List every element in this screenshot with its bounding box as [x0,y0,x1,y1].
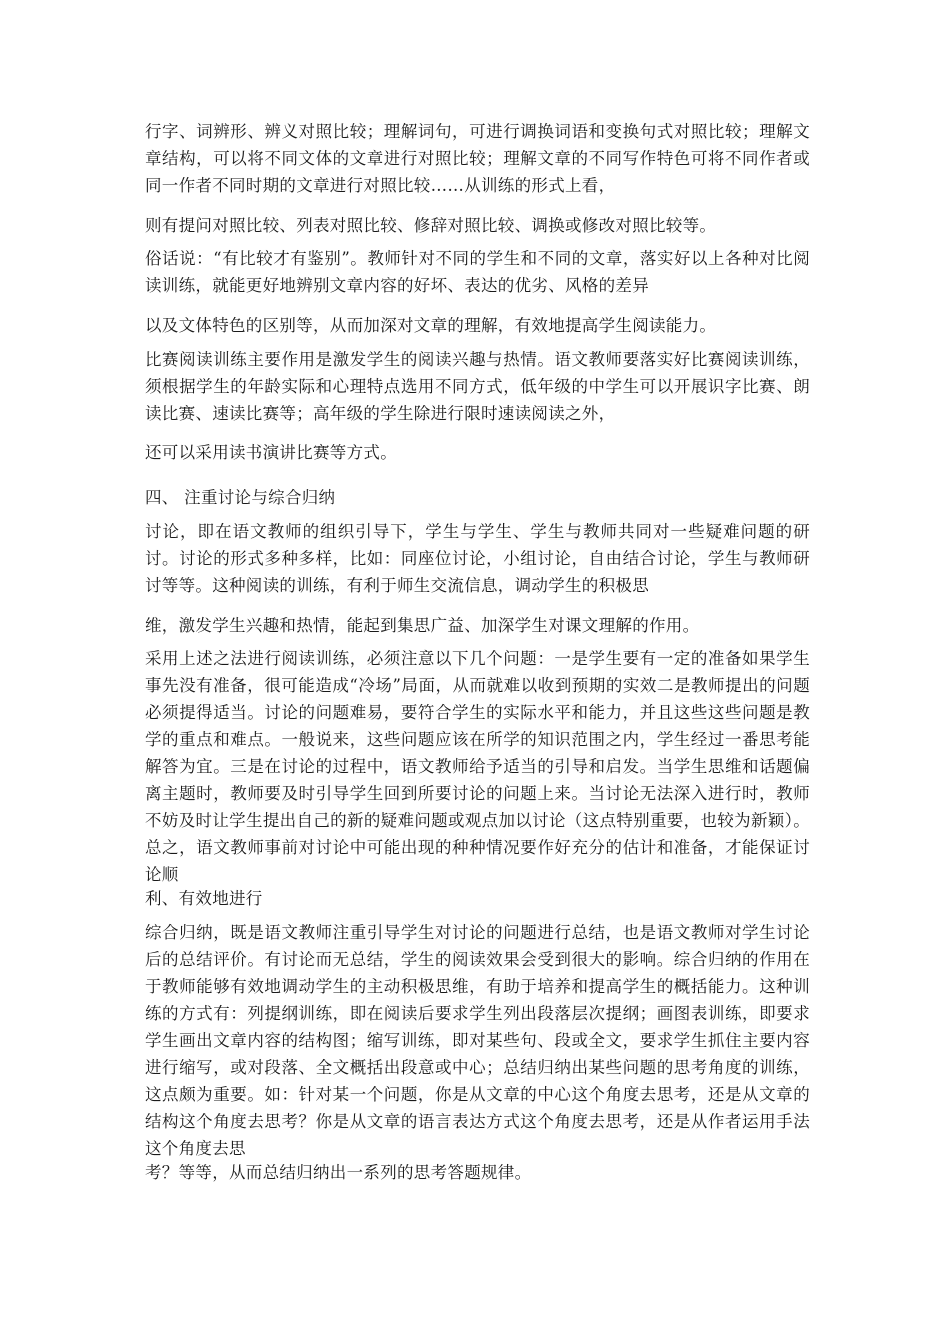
paragraph-discussion [145,518,810,599]
paragraph-text: 俗话说：“有比较才有鉴别”。教师针对不同的学生和不同的文章，落实好以上各种对比阅读训练，就能更好地辨别文章内容的好坏、表达的优劣、风格的差异 [145,249,810,295]
paragraph-text: 考？等等，从而总结归纳出一系列的思考答题规律。 [145,1163,532,1182]
paragraph-proverb-last-line [145,312,810,339]
paragraph-discussion-last-line [145,612,810,639]
paragraph-text: 利、有效地进行 [145,889,263,908]
paragraph-text: 则有提问对照比较、列表对照比较、修辞对照比较、调换或修改对照比较等。 [145,216,717,235]
paragraph-discussion-method-last-line [145,885,810,912]
paragraph-text: 维，激发学生兴趣和热情，能起到集思广益、加深学生对课文理解的作用。 [145,616,700,635]
paragraph-summary-last-line [145,1159,810,1186]
paragraph-competition-reading [145,346,810,427]
paragraph-text: 以及文体特色的区别等，从而加深对文章的理解，有效地提高学生阅读能力。 [145,316,717,335]
paragraph-text: 比赛阅读训练主要作用是激发学生的阅读兴趣与热情。语文教师要落实好比赛阅读训练，须根据学生的年龄实际和心理特点选用不同方式，低年级的中学生可以开展识字比赛、朗读比赛、速读比赛等；高年级的学生除进行限时速读阅读之外， [145,350,810,423]
paragraph-text: 综合归纳，既是语文教师注重引导学生对讨论的问题进行总结，也是语文教师对学生讨论后的总结评价。有讨论而无总结，学生的阅读效果会受到很大的影响。综合归纳的作用在于教师能够有效地调动学生的主动积极思维，有助于培养和提高学生的概括能力。这种训练的方式有：列提纲训练，即在阅读后要求学生列出段落层次提纲；画图表训练，即要求学生画出文章内容的结构图；缩写训练，即对某些句、段或全文，要求学生抓住主要内容进行缩写，或对段落、全文概括出段意或中心；总结归纳出某些问题的思考角度的训练，这点颇为重要。如：针对某一个问题，你是从文章的中心这个角度去思考，还是从文章的结构这个角度去思考？你是从文章的语言表达方式这个角度去思考，还是从作者运用手法这个角度去思 [145,923,810,1158]
section-heading-text: 四、 注重讨论与综合归纳 [145,488,336,507]
paragraph-discussion-method [145,645,810,888]
paragraph-text: 还可以采用读书演讲比赛等方式。 [145,443,397,462]
paragraph-contrast-reading-last-line [145,212,810,239]
paragraph-text: 讨论，即在语文教师的组织引导下，学生与学生、学生与教师共同对一些疑难问题的研讨。讨论的形式多种多样，比如：同座位讨论，小组讨论，自由结合讨论，学生与教师研讨等等。这种阅读的训练，有利于师生交流信息，调动学生的积极思 [145,522,810,595]
paragraph-proverb [145,245,810,299]
paragraph-competition-reading-last-line [145,439,810,466]
paragraph-contrast-reading [145,118,810,199]
paragraph-text: 采用上述之法进行阅读训练，必须注意以下几个问题：一是学生要有一定的准备如果学生事先没有准备，很可能造成“冷场”局面，从而就难以收到预期的实效二是教师提出的问题必须提得适当。讨论的问题难易，要符合学生的实际水平和能力，并且这些这些问题是教学的重点和难点。一般说来，这些问题应该在所学的知识范围之内，学生经过一番思考能解答为宜。三是在讨论的过程中，语文教师给予适当的引导和启发。当学生思维和话题偏离主题时，教师要及时引导学生回到所要讨论的问题上来。当讨论无法深入进行时，教师不妨及时让学生提出自己的新的疑难问题或观点加以讨论（这点特别重要，也较为新颖）。总之，语文教师事前对讨论中可能出现的种种情况要作好充分的估计和准备，才能保证讨论顺 [145,649,810,884]
section-heading [145,484,810,511]
paragraph-summary [145,919,810,1162]
paragraph-text: 行字、词辨形、辨义对照比较；理解词句，可进行调换词语和变换句式对照比较；理解文章结构，可以将不同文体的文章进行对照比较；理解文章的不同写作特色可将不同作者或同一作者不同时期的文章进行对照比较……从训练的形式上看， [145,122,810,195]
